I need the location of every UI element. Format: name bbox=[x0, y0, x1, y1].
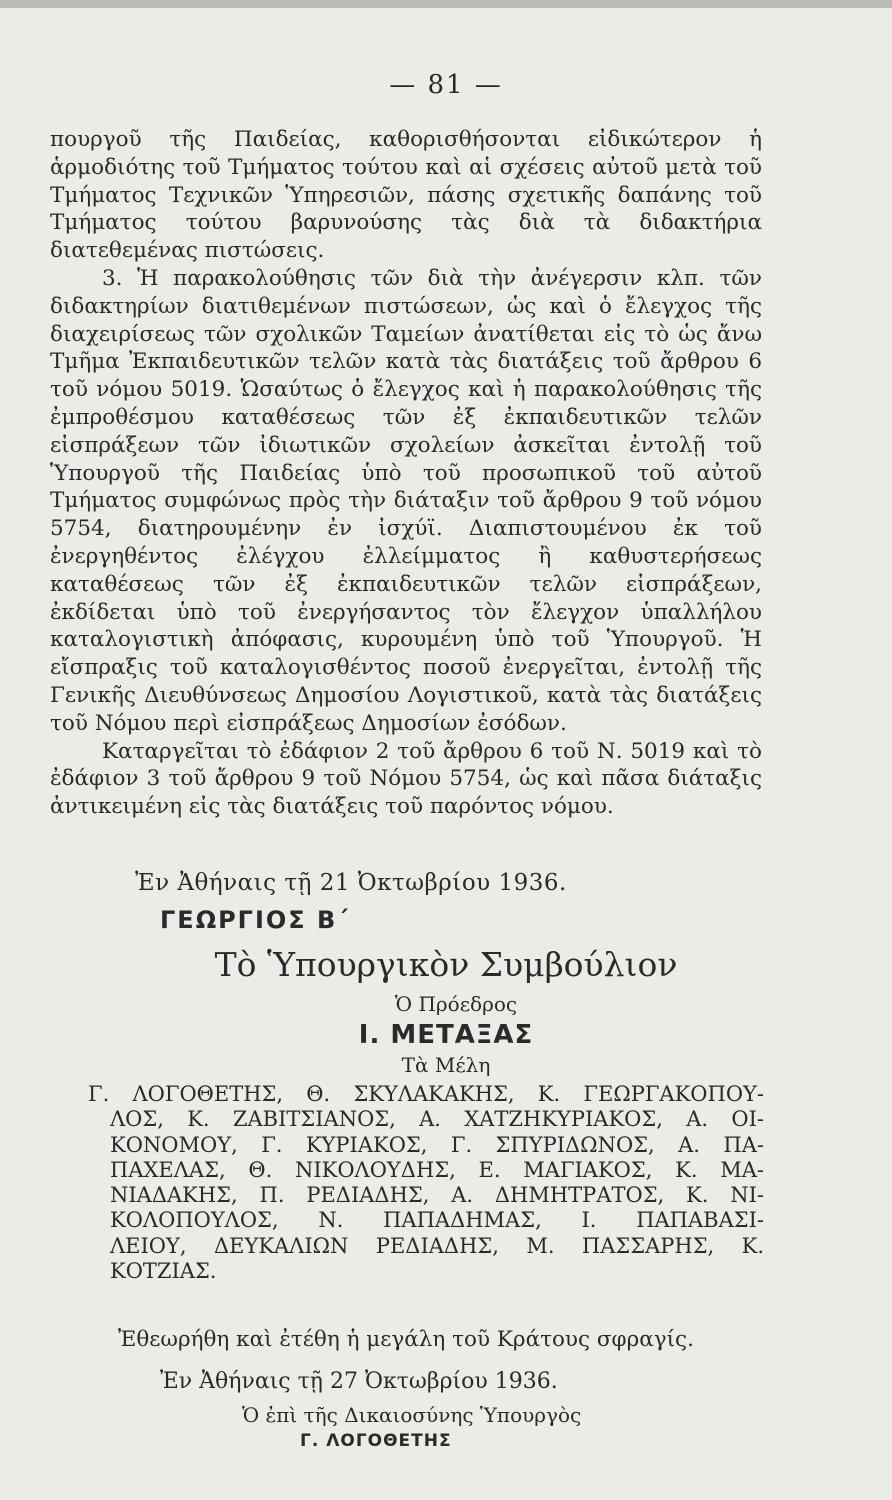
members-line: ΚΟΛΟΠΟΥΛΟΣ, Ν. ΠΑΠΑΔΗΜΑΣ, Ι. ΠΑΠΑΒΑΣΙ- bbox=[110, 1208, 764, 1233]
page-number: — 81 — bbox=[389, 70, 503, 100]
members-line: ΛΟΣ, Κ. ΖΑΒΙΤΣΙΑΝΟΣ, Α. ΧΑΤΖΗΚΥΡΙΑΚΟΣ, Α. ΟΙ- bbox=[110, 1107, 764, 1132]
paragraph-article-3: 3. Ἡ παρακολούθησις τῶν διὰ τὴν ἀνέγερσιν κλπ. τῶν διδακτηρίων διατιθεμένων πιστώσεων, ὡς καὶ ὁ ἔλεγχος τῆς διαχειρίσεως τῶν σχολικῶν Ταμείων ἀνατίθεται εἰς τὸ ὡς ἄνω Τμῆμα Ἐκπαιδευτικῶν τελῶν κατὰ τὰς διατάξεις τοῦ ἄρθρου 6 τοῦ νόμου 5019. Ὡσαύτως ὁ ἔλεγχος καὶ ἡ παρακολούθησις τῆς ἐμπροθέσμου καταθέσεως τῶν ἐξ ἐκπαιδευτικῶν τελῶν εἰσπράξεων τῶν ἰδιωτικῶν σχολείων ἀσκεῖται ἐντολῇ τοῦ Ὑπουργοῦ τῆς Παιδείας ὑπὸ τοῦ προσωπικοῦ τοῦ αὐτοῦ Τμήματος συμφώνως πρὸς τὴν διάταξιν τοῦ ἄρθρου 9 τοῦ νόμου 5754, διατηρουμένην ἐν ἰσχύϊ. Διαπιστουμένου ἐκ τοῦ ἐνεργηθέντος ἐλέγχου ἐλλείμματος ἢ καθυστερήσεως καταθέσεως τῶν ἐξ ἐκπαιδευτικῶν τελῶν εἰσπράξεων, ἐκδίδεται ὑπὸ τοῦ ἐνεργήσαντος τὸν ἔλεγχον ὑπαλλήλου καταλογιστικὴ ἀπόφασις, κυρουμένη ὑπὸ τοῦ Ὑπουργοῦ. Ἡ εἴσπραξις τοῦ καταλογισθέντος ποσοῦ ἐνεργεῖται, ἐντολῇ τῆς Γενικῆς Διευθύνσεως Δημοσίου Λογιστικοῦ, κατὰ τὰς διατάξεις τοῦ Νόμου περὶ εἰσπράξεως Δημοσίων ἐσόδων. bbox=[50, 265, 762, 736]
paragraph-repeal: Καταργεῖται τὸ ἐδάφιον 2 τοῦ ἄρθρου 6 τοῦ Ν. 5019 καὶ τὸ ἐδάφιον 3 τοῦ ἄρθρου 9 τοῦ Νόμου 5754, ὡς καὶ πᾶσα διάταξις ἀντικειμένη εἰς τὰς διατάξεις τοῦ παρόντος νόμου. bbox=[50, 738, 762, 820]
president-name: Ι. ΜΕΤΑΞΑΣ bbox=[358, 1020, 534, 1050]
members-line: ΚΟΝΟΜΟΥ, Γ. ΚΥΡΙΑΚΟΣ, Γ. ΣΠΥΡΙΔΩΝΟΣ, Α. ΠΑ- bbox=[110, 1132, 764, 1157]
president-title: Ὁ Πρόεδρος bbox=[394, 992, 518, 1016]
body-text bbox=[50, 126, 762, 821]
paragraph-continuation: πουργοῦ τῆς Παιδείας, καθορισθήσονται εἰδικώτερον ἡ ἁρμοδιότης τοῦ Τμήματος τούτου καὶ αἱ σχέσεις αὐτοῦ μετὰ τοῦ Τμήματος Τεχνικῶν Ὑπηρεσιῶν, πάσης σχετικῆς δαπάνης τοῦ Τμήματος τούτου βαρυνούσης τὰς διὰ τὰ διδακτήρια διατεθεμένας πιστώσεις. bbox=[50, 127, 762, 264]
seal-line: Ἐθεωρήθη καὶ ἐτέθη ἡ μεγάλη τοῦ Κράτους σφραγίς. bbox=[118, 1327, 694, 1352]
members-line: ΠΑΧΕΛΑΣ, Θ. ΝΙΚΟΛΟΥΔΗΣ, Ε. ΜΑΓΙΑΚΟΣ, Κ. ΜΑ- bbox=[110, 1157, 764, 1182]
members-title: Τὰ Μέλη bbox=[401, 1053, 491, 1077]
members-line: ΚΟΤΖΙΑΣ. bbox=[110, 1259, 217, 1284]
members-list bbox=[88, 1082, 764, 1284]
minister-name: Γ. ΛΟΓΟΘΕΤΗΣ bbox=[300, 1431, 452, 1451]
council-title: Τὸ Ὑπουργικὸν Συμβούλιον bbox=[214, 945, 678, 984]
members-line: Γ. ΛΟΓΟΘΕΤΗΣ, Θ. ΣΚΥΛΑΚΑΚΗΣ, Κ. ΓΕΩΡΓΑΚΟΠΟΥ- bbox=[88, 1082, 764, 1106]
members-line: ΛΕΙΟΥ, ΔΕΥΚΑΛΙΩΝ ΡΕΔΙΑΔΗΣ, Μ. ΠΑΣΣΑΡΗΣ, Κ. bbox=[110, 1233, 764, 1258]
minister-title: Ὁ ἐπὶ τῆς Δικαιοσύνης Ὑπουργὸς bbox=[242, 1403, 582, 1427]
date-line-first: Ἐν Ἀθήναις τῇ 21 Ὀκτωβρίου 1936. bbox=[135, 870, 567, 896]
members-line: ΝΙΑΔΑΚΗΣ, Π. ΡΕΔΙΑΔΗΣ, Α. ΔΗΜΗΤΡΑΤΟΣ, Κ. ΝΙ- bbox=[110, 1183, 764, 1208]
king-signature: ΓΕΩΡΓΙΟΣ Β΄ bbox=[160, 906, 350, 934]
date-line-second: Ἐν Ἀθήναις τῇ 27 Ὀκτωβρίου 1936. bbox=[160, 1369, 558, 1394]
